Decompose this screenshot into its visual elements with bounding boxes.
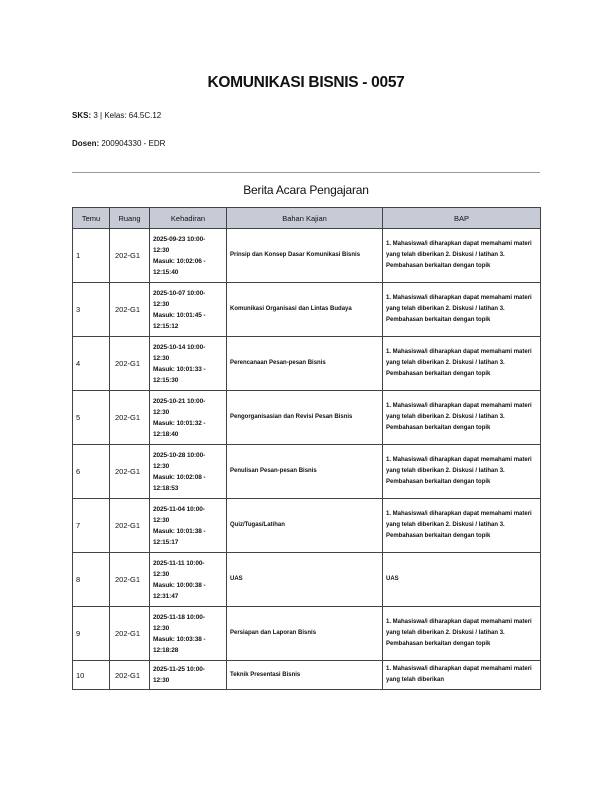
cell-ruang: 202-G1 [110,553,150,607]
col-header-kehadiran: Kehadiran [150,208,227,229]
page-title: KOMUNIKASI BISNIS - 0057 [207,74,405,91]
cell-ruang: 202-G1 [110,499,150,553]
cell-ruang: 202-G1 [110,391,150,445]
section-divider [72,172,540,173]
cell-temu: 5 [73,391,110,445]
cell-ruang: 202-G1 [110,283,150,337]
cell-ruang: 202-G1 [110,661,150,690]
cell-kehadiran: 2025-10-21 10:00- 12:30 Masuk: 10:01:32 - 12:18:40 [150,391,227,445]
cell-kehadiran: 2025-09-23 10:00- 12:30 Masuk: 10:02:06 - 12:15:40 [150,229,227,283]
cell-bahan-kajian: UAS [227,553,383,607]
cell-bap: 1. Mahasiswa/i diharapkan dapat memahami materi yang telah diberikan 2. Diskusi / latihan 3. Pembahasan berkaitan dengan topik [383,283,541,337]
table-row [73,283,541,337]
table-row [73,661,541,690]
cell-kehadiran: 2025-11-25 10:00- 12:30 [150,661,227,690]
cell-bahan-kajian: Perencanaan Pesan-pesan Bisnis [227,337,383,391]
table-row [73,391,541,445]
table-row [73,337,541,391]
cell-bap: 1. Mahasiswa/i diharapkan dapat memahami materi yang telah diberikan 2. Diskusi / latihan 3. Pembahasan berkaitan dengan topik [383,445,541,499]
cell-bap: UAS [383,553,541,607]
col-header-ruang: Ruang [110,208,150,229]
table-row [73,499,541,553]
table-row [73,553,541,607]
col-header-bap: BAP [383,208,541,229]
cell-temu: 7 [73,499,110,553]
cell-bahan-kajian: Quiz/Tugas/Latihan [227,499,383,553]
cell-ruang: 202-G1 [110,337,150,391]
cell-kehadiran: 2025-11-11 10:00- 12:30 Masuk: 10:00:38 - 12:31:47 [150,553,227,607]
cell-ruang: 202-G1 [110,229,150,283]
dosen-label: Dosen: [72,139,100,148]
cell-kehadiran: 2025-10-14 10:00- 12:30 Masuk: 10:01:33 - 12:15:30 [150,337,227,391]
table-header-row [73,208,541,229]
table-row [73,445,541,499]
table-row [73,229,541,283]
bap-table [72,207,541,690]
cell-ruang: 202-G1 [110,445,150,499]
cell-temu: 9 [73,607,110,661]
cell-bahan-kajian: Persiapan dan Laporan Bisnis [227,607,383,661]
dosen-line [72,139,165,148]
cell-kehadiran: 2025-10-28 10:00- 12:30 Masuk: 10:02:08 - 12:18:53 [150,445,227,499]
cell-temu: 1 [73,229,110,283]
sks-value: 3 | Kelas: 64.5C.12 [93,111,162,120]
cell-bahan-kajian: Komunikasi Organisasi dan Lintas Budaya [227,283,383,337]
cell-bahan-kajian: Pengorganisasian dan Revisi Pesan Bisnis [227,391,383,445]
cell-temu: 3 [73,283,110,337]
sks-label: SKS: [72,111,92,120]
cell-temu: 8 [73,553,110,607]
col-header-temu: Temu [73,208,110,229]
cell-ruang: 202-G1 [110,607,150,661]
sks-line [72,111,161,120]
cell-bap: 1. Mahasiswa/i diharapkan dapat memahami materi yang telah diberikan 2. Diskusi / latihan 3. Pembahasan berkaitan dengan topik [383,337,541,391]
cell-temu: 6 [73,445,110,499]
cell-bap: 1. Mahasiswa/i diharapkan dapat memahami materi yang telah diberikan 2. Diskusi / latihan 3. Pembahasan berkaitan dengan topik [383,499,541,553]
section-title: Berita Acara Pengajaran [243,183,369,197]
cell-bahan-kajian: Teknik Presentasi Bisnis [227,661,383,690]
cell-bap: 1. Mahasiswa/i diharapkan dapat memahami materi yang telah diberikan 2. Diskusi / latihan 3. Pembahasan berkaitan dengan topik [383,391,541,445]
cell-kehadiran: 2025-10-07 10:00- 12:30 Masuk: 10:01:45 - 12:15:12 [150,283,227,337]
cell-temu: 4 [73,337,110,391]
cell-temu: 10 [73,661,110,690]
cell-kehadiran: 2025-11-04 10:00- 12:30 Masuk: 10:01:38 - 12:15:17 [150,499,227,553]
cell-bap: 1. Mahasiswa/i diharapkan dapat memahami materi yang telah diberikan 2. Diskusi / latihan 3. Pembahasan berkaitan dengan topik [383,607,541,661]
cell-kehadiran: 2025-11-18 10:00- 12:30 Masuk: 10:03:38 - 12:18:28 [150,607,227,661]
cell-bap: 1. Mahasiswa/i diharapkan dapat memahami materi yang telah diberikan 2. Diskusi / latihan 3. Pembahasan berkaitan dengan topik [383,229,541,283]
cell-bap: 1. Mahasiswa/i diharapkan dapat memahami materi yang telah diberikan [383,661,541,690]
table-row [73,607,541,661]
cell-bahan-kajian: Penulisan Pesan-pesan Bisnis [227,445,383,499]
col-header-bahan-kajian: Bahan Kajian [227,208,383,229]
cell-bahan-kajian: Prinsip dan Konsep Dasar Komunikasi Bisnis [227,229,383,283]
dosen-value: 200904330 - EDR [101,139,166,148]
